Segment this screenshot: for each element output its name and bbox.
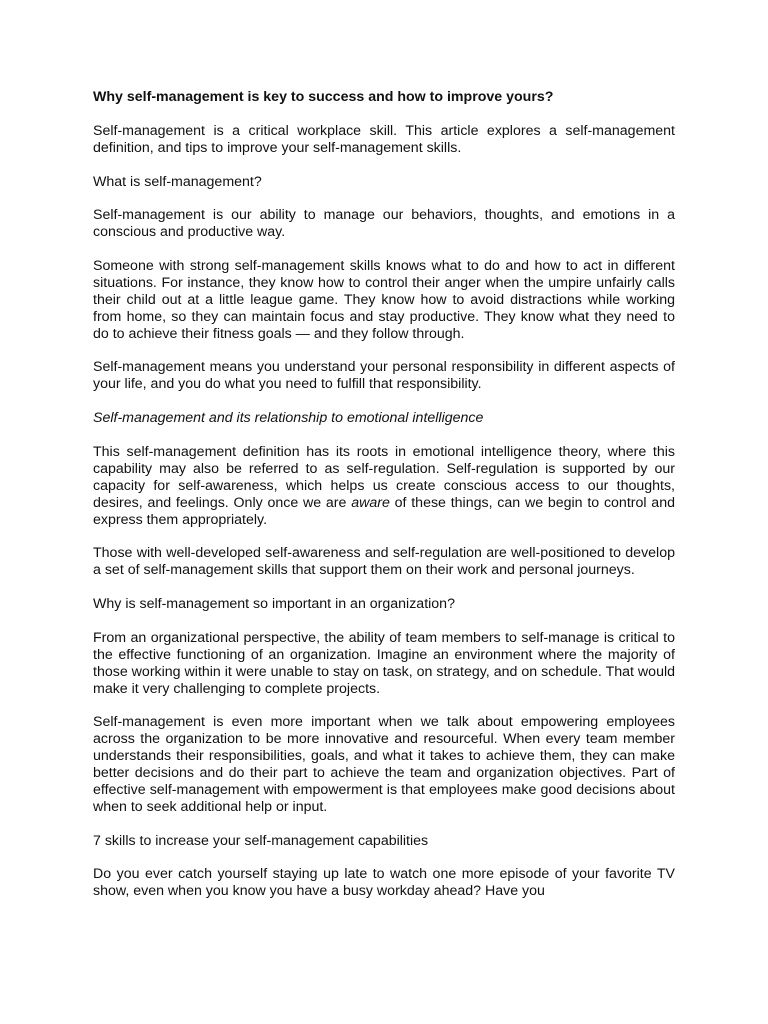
heading-what-is-self-management: What is self-management? bbox=[93, 173, 262, 190]
roots-text-start: This self-management definition has its roots in emotional intelligence theory, where this capability may also be referred to as self-regulation. Self-regulation is supported by our capacity for self-awareness, which helps us create conscious access to our thoughts, desires, and feelings. Only once we are bbox=[93, 443, 675, 511]
heading-seven-skills: 7 skills to increase your self-management capabilities bbox=[93, 832, 429, 849]
document-page bbox=[93, 89, 675, 917]
organizational-paragraph: From an organizational perspective, the ability of team members to self-manage is critical to the effective functioning of an organization. Imagine an environment where the majority of those working within it were unable to stay on task, on strategy, and on schedule. That would make it very challenging to complete projects. bbox=[93, 629, 675, 697]
definition-paragraph: Self-management is our ability to manage our behaviors, thoughts, and emotions in a conscious and productive way. bbox=[93, 207, 675, 241]
roots-emphasis: aware bbox=[351, 494, 390, 511]
roots-text-end: of these things, can we begin to control and express them appropriately. bbox=[93, 494, 675, 528]
roots-paragraph bbox=[93, 444, 675, 529]
late-night-paragraph: Do you ever catch yourself staying up late to watch one more episode of your favorite TV show, even when you know you have a busy workday ahead? Have you bbox=[93, 866, 675, 900]
intro-paragraph: Self-management is a critical workplace skill. This article explores a self-management definition, and tips to improve your self-management skills. bbox=[93, 122, 675, 156]
heading-why-important: Why is self-management so important in an organization? bbox=[93, 596, 455, 613]
document-title: Why self-management is key to success and how to improve yours? bbox=[93, 89, 554, 105]
example-paragraph: Someone with strong self-management skills knows what to do and how to act in different situations. For instance, they know how to control their anger when the umpire unfairly calls their child out at a little league game. They know how to avoid distractions while working from home, so they can maintain focus and stay productive. They know what they need to do to achieve their fitness goals — and they follow through. bbox=[93, 258, 675, 342]
heading-emotional-intelligence: Self-management and its relationship to emotional intelligence bbox=[93, 410, 484, 427]
well-developed-paragraph: Those with well-developed self-awareness and self-regulation are well-positioned to develop a set of self-management skills that support them on their work and personal journeys. bbox=[93, 545, 675, 579]
empowering-paragraph: Self-management is even more important when we talk about empowering employees across the organization to be more innovative and resourceful. When every team member understands their responsibilities, goals, and what it takes to achieve them, they can make better decisions and do their part to achieve the team and organization objectives. Part of effective self-management with empowerment is that employees make good decisions about when to seek additional help or input. bbox=[93, 714, 675, 815]
responsibility-paragraph: Self-management means you understand your personal responsibility in different aspects of your life, and you do what you need to fulfill that responsibility. bbox=[93, 359, 675, 393]
